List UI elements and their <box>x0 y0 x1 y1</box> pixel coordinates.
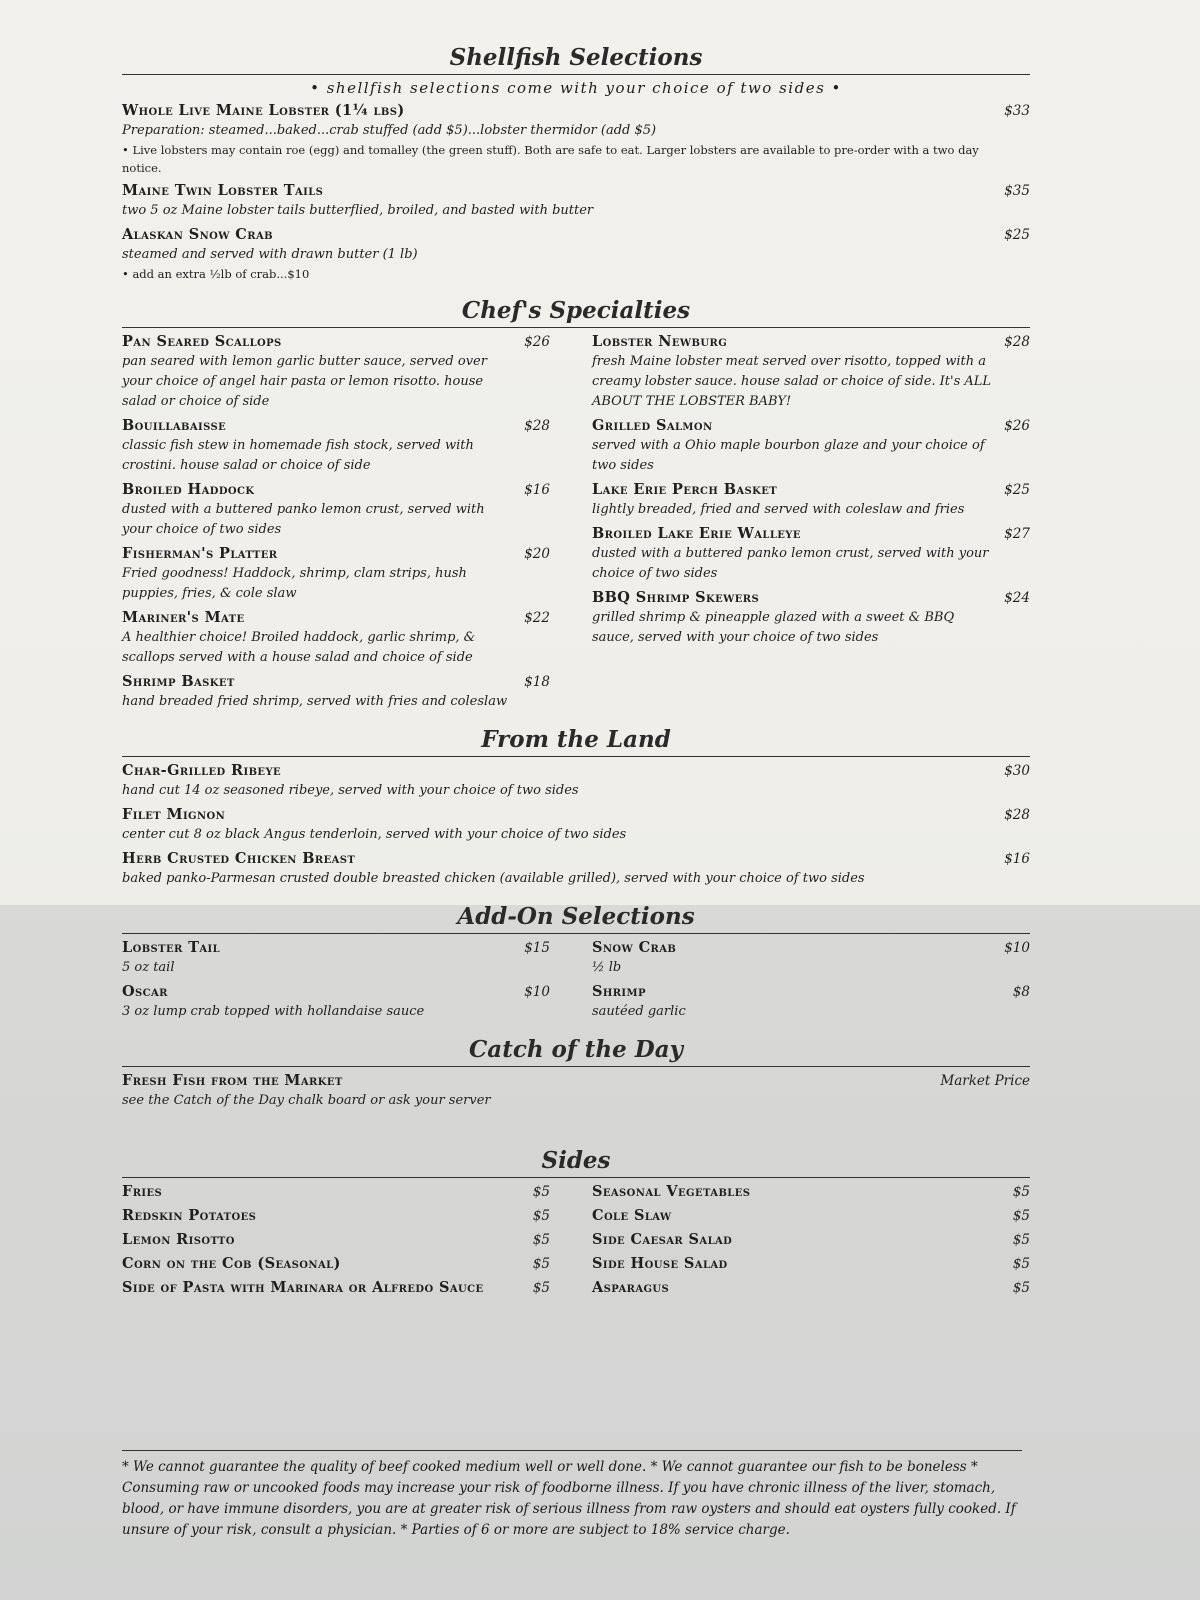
item-price: $22 <box>524 610 550 626</box>
menu-item <box>592 524 1030 584</box>
menu-item <box>122 416 550 476</box>
item-name: Snow Crab <box>592 939 677 956</box>
section-add-on <box>122 903 1030 1026</box>
item-name: Shrimp <box>592 983 646 1000</box>
item-price: $26 <box>524 334 550 350</box>
menu-item <box>592 416 1030 476</box>
item-description: Preparation: steamed...baked...crab stuffed (add $5)...lobster thermidor (add $5) <box>122 123 657 138</box>
chefs-right-column <box>592 332 1030 716</box>
item-price: $5 <box>532 1256 550 1272</box>
item-description: classic fish stew in homemade fish stock, served with crostini. house salad or choice of side <box>122 438 474 473</box>
item-price: $28 <box>1004 807 1030 823</box>
item-name: Broiled Lake Erie Walleye <box>592 525 801 542</box>
menu-item <box>122 849 1030 889</box>
item-price: $25 <box>1004 482 1030 498</box>
section-sides <box>122 1147 1030 1302</box>
menu-item <box>592 1254 1030 1274</box>
item-name: Side House Salad <box>592 1255 728 1272</box>
item-description: ½ lb <box>592 960 622 975</box>
item-price: $20 <box>524 546 550 562</box>
item-name: Herb Crusted Chicken Breast <box>122 850 356 867</box>
item-price: $8 <box>1012 984 1030 1000</box>
item-name: Seasonal Vegetables <box>592 1183 751 1200</box>
item-description: sautéed garlic <box>592 1004 686 1019</box>
menu-item <box>592 1278 1030 1298</box>
item-name: Corn on the Cob (Seasonal) <box>122 1255 341 1272</box>
item-description: dusted with a buttered panko lemon crust, served with your choice of two sides <box>122 502 485 537</box>
item-name: Maine Twin Lobster Tails <box>122 182 324 199</box>
divider <box>122 327 1030 328</box>
item-price: $24 <box>1004 590 1030 606</box>
menu-item <box>122 805 1030 845</box>
item-name: Pan Seared Scallops <box>122 333 282 350</box>
footer-disclaimer: * We cannot guarantee the quality of beef cooked medium well or well done. * We cannot guarantee our fish to be boneless * Consuming raw or uncooked foods may increase your risk of foodborne illness. If you have chronic illness of the liver, stomach, blood, or have immune disorders, you are at greater risk of serious illness from raw oysters and should eat oysters fully cooked. If unsure of your risk, consult a physician. * Parties of 6 or more are subject to 18% service charge. <box>122 1450 1022 1541</box>
section-chefs-specialties <box>122 297 1030 716</box>
item-price: $5 <box>532 1232 550 1248</box>
menu-item <box>122 982 550 1022</box>
item-description: two 5 oz Maine lobster tails butterflied, broiled, and basted with butter <box>122 203 594 218</box>
menu-item <box>122 672 550 712</box>
section-title: Add-On Selections <box>457 903 695 930</box>
section-title: From the Land <box>481 726 671 753</box>
item-description: served with a Ohio maple bourbon glaze and your choice of two sides <box>592 438 985 473</box>
menu-item <box>592 1230 1030 1250</box>
sides-left-column <box>122 1182 550 1302</box>
item-price: $5 <box>532 1184 550 1200</box>
item-price: $5 <box>1012 1256 1030 1272</box>
menu-item <box>122 1230 550 1250</box>
divider <box>122 74 1030 75</box>
menu-item <box>122 938 550 978</box>
section-shellfish <box>122 44 1030 283</box>
item-price: $30 <box>1004 763 1030 779</box>
sides-right-column <box>592 1182 1030 1302</box>
menu-page <box>122 44 1030 1302</box>
item-note: • Live lobsters may contain roe (egg) and tomalley (the green stuff). Both are safe to eat. Larger lobsters are available to pre-order with a two day notice. <box>122 143 979 175</box>
item-description: hand breaded fried shrimp, served with fries and coleslaw <box>122 694 508 709</box>
menu-item <box>122 761 1030 801</box>
item-description: Fried goodness! Haddock, shrimp, clam strips, hush puppies, fries, & cole slaw <box>122 566 467 601</box>
item-description: grilled shrimp & pineapple glazed with a sweet & BBQ sauce, served with your choice of two sides <box>592 610 955 645</box>
menu-item <box>122 544 550 604</box>
menu-item <box>122 332 550 412</box>
chefs-left-column <box>122 332 550 716</box>
item-price: $18 <box>524 674 550 690</box>
menu-item <box>592 982 1030 1022</box>
item-name: Fisherman's Platter <box>122 545 278 562</box>
menu-item <box>592 1182 1030 1202</box>
item-price: $5 <box>1012 1232 1030 1248</box>
menu-item <box>592 332 1030 412</box>
menu-item <box>122 1071 1030 1111</box>
item-price: $5 <box>1012 1280 1030 1296</box>
item-name: Fresh Fish from the Market <box>122 1072 343 1089</box>
shellfish-list <box>122 101 1030 283</box>
item-name: Grilled Salmon <box>592 417 713 434</box>
item-name: Side of Pasta with Marinara or Alfredo Sauce <box>122 1279 484 1296</box>
item-price: $25 <box>1004 227 1030 243</box>
item-description: 3 oz lump crab topped with hollandaise sauce <box>122 1004 425 1019</box>
menu-item <box>122 1206 550 1226</box>
section-title: Sides <box>541 1147 611 1174</box>
item-name: Lake Erie Perch Basket <box>592 481 778 498</box>
divider <box>122 933 1030 934</box>
item-description: 5 oz tail <box>122 960 175 975</box>
item-description: dusted with a buttered panko lemon crust, served with your choice of two sides <box>592 546 989 581</box>
item-price: $16 <box>1004 851 1030 867</box>
menu-item <box>122 1278 550 1298</box>
land-list <box>122 761 1030 889</box>
item-price: $5 <box>1012 1208 1030 1224</box>
item-name: BBQ Shrimp Skewers <box>592 589 760 606</box>
item-name: Alaskan Snow Crab <box>122 226 273 243</box>
item-price: $26 <box>1004 418 1030 434</box>
menu-item <box>592 938 1030 978</box>
item-price: $16 <box>524 482 550 498</box>
section-note: • shellfish selections come with your choice of two sides • <box>310 79 842 97</box>
menu-item <box>592 1206 1030 1226</box>
item-description: lightly breaded, fried and served with coleslaw and fries <box>592 502 965 517</box>
menu-item <box>122 1254 550 1274</box>
item-description: steamed and served with drawn butter (1 lb) <box>122 247 418 262</box>
item-description: baked panko-Parmesan crusted double breasted chicken (available grilled), served with your choice of two sides <box>122 871 865 886</box>
divider <box>122 1066 1030 1067</box>
item-price: $5 <box>532 1280 550 1296</box>
item-description: pan seared with lemon garlic butter sauce, served over your choice of angel hair pasta or lemon risotto. house salad or choice of side <box>122 354 487 409</box>
item-price: $10 <box>1004 940 1030 956</box>
item-name: Mariner's Mate <box>122 609 245 626</box>
item-description: center cut 8 oz black Angus tenderloin, served with your choice of two sides <box>122 827 627 842</box>
menu-item <box>122 225 1030 283</box>
item-name: Redskin Potatoes <box>122 1207 257 1224</box>
menu-item <box>122 1182 550 1202</box>
menu-item <box>122 480 550 540</box>
menu-item <box>122 101 1030 177</box>
section-title: Catch of the Day <box>468 1036 683 1063</box>
item-name: Lemon Risotto <box>122 1231 235 1248</box>
item-name: Whole Live Maine Lobster (1¼ lbs) <box>122 102 405 119</box>
item-price: $27 <box>1004 526 1030 542</box>
item-name: Char-Grilled Ribeye <box>122 762 282 779</box>
section-from-the-land <box>122 726 1030 889</box>
section-title: Chef's Specialties <box>461 297 691 324</box>
item-name: Oscar <box>122 983 168 1000</box>
item-name: Side Caesar Salad <box>592 1231 733 1248</box>
item-price: $5 <box>532 1208 550 1224</box>
item-price: $10 <box>524 984 550 1000</box>
item-name: Cole Slaw <box>592 1207 672 1224</box>
item-description: A healthier choice! Broiled haddock, garlic shrimp, & scallops served with a house salad and choice of side <box>122 630 476 665</box>
item-price: $5 <box>1012 1184 1030 1200</box>
item-price: $35 <box>1004 183 1030 199</box>
item-description: see the Catch of the Day chalk board or ask your server <box>122 1093 491 1108</box>
divider <box>122 756 1030 757</box>
menu-item <box>592 588 1030 648</box>
item-name: Asparagus <box>592 1279 670 1296</box>
menu-item <box>122 608 550 668</box>
item-name: Shrimp Basket <box>122 673 235 690</box>
item-name: Lobster Tail <box>122 939 221 956</box>
divider <box>122 1177 1030 1178</box>
item-name: Broiled Haddock <box>122 481 255 498</box>
item-price: $33 <box>1004 103 1030 119</box>
addon-right-column <box>592 938 1030 1026</box>
addon-left-column <box>122 938 550 1026</box>
item-name: Fries <box>122 1183 163 1200</box>
item-price: $28 <box>1004 334 1030 350</box>
item-note: • add an extra ½lb of crab...$10 <box>122 267 310 281</box>
item-price: $28 <box>524 418 550 434</box>
menu-item <box>122 181 1030 221</box>
section-title: Shellfish Selections <box>449 44 703 71</box>
item-description: hand cut 14 oz seasoned ribeye, served with your choice of two sides <box>122 783 579 798</box>
item-name: Bouillabaisse <box>122 417 227 434</box>
menu-item <box>592 480 1030 520</box>
item-description: fresh Maine lobster meat served over risotto, topped with a creamy lobster sauce. house salad or choice of side. It's ALL ABOUT THE LOBSTER BABY! <box>592 354 992 409</box>
item-price: $15 <box>524 940 550 956</box>
item-name: Lobster Newburg <box>592 333 728 350</box>
item-name: Filet Mignon <box>122 806 226 823</box>
item-price: Market Price <box>940 1073 1030 1089</box>
section-catch-of-the-day <box>122 1036 1030 1111</box>
